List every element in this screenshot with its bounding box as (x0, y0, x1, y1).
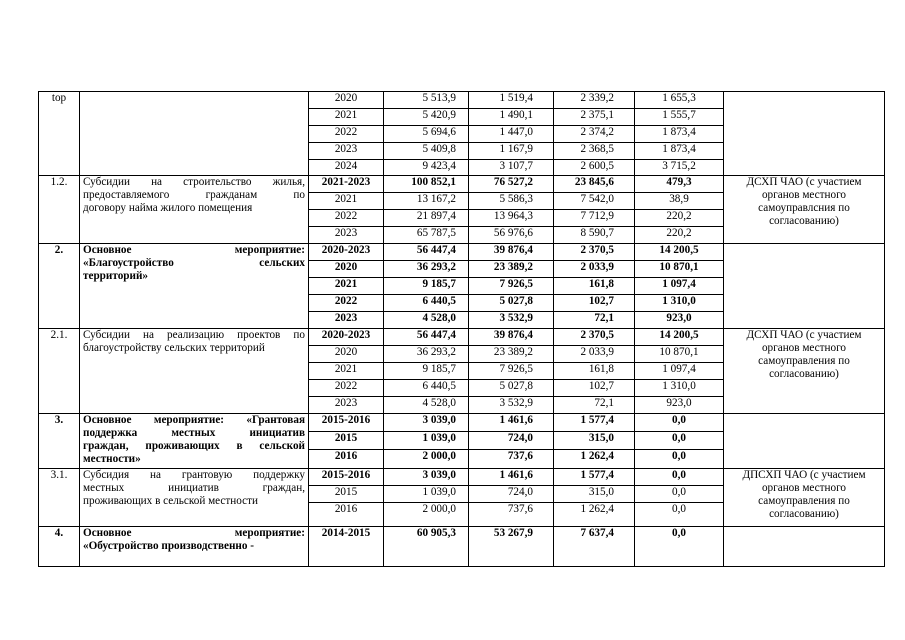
amount-cell: 39 876,4 (469, 244, 554, 261)
amount-cell: 3 039,0 (384, 469, 469, 486)
amount-cell: 7 926,5 (469, 278, 554, 295)
executor-cell (724, 469, 885, 527)
amount-cell: 2 370,5 (554, 244, 635, 261)
amount-cell: 0,0 (635, 469, 724, 486)
amount-cell: 1 167,9 (469, 143, 554, 160)
amount-cell: 737,6 (469, 503, 554, 527)
activity-title-line: договору найма жилого помещения (83, 202, 253, 214)
amount-cell: 0,0 (635, 503, 724, 527)
amount-cell: 1 262,4 (554, 503, 635, 527)
amount-cell: 1 519,4 (469, 92, 554, 109)
amount-cell: 8 590,7 (554, 227, 635, 244)
amount-cell: 72,1 (554, 397, 635, 414)
activity-title-line: Основное мероприятие: (83, 244, 305, 256)
amount-cell: 13 167,2 (384, 193, 469, 210)
amount-cell: 0,0 (635, 414, 724, 432)
activity-title-line: Субсидии на строительство жилья, (83, 176, 305, 188)
amount-cell: 5 694,6 (384, 126, 469, 143)
period-cell: 2022 (309, 210, 384, 227)
period-cell: 2022 (309, 126, 384, 143)
executor-line: согласованию) (769, 508, 839, 520)
amount-cell: 3 532,9 (469, 312, 554, 329)
amount-cell: 2 375,1 (554, 109, 635, 126)
row-number: 3. (39, 414, 80, 469)
amount-cell: 2 000,0 (384, 503, 469, 527)
activity-title (80, 176, 309, 244)
period-cell: 2015-2016 (309, 469, 384, 486)
amount-cell: 36 293,2 (384, 261, 469, 278)
amount-cell: 161,8 (554, 278, 635, 295)
amount-cell: 1 490,1 (469, 109, 554, 126)
amount-cell: 161,8 (554, 363, 635, 380)
activity-title-line: Субсидии на реализацию проектов по (83, 329, 305, 341)
activity-title (80, 414, 309, 469)
period-cell: 2020 (309, 261, 384, 278)
amount-cell: 9 185,7 (384, 278, 469, 295)
activity-title-line: Основное мероприятие: «Грантовая (83, 414, 305, 426)
amount-cell: 10 870,1 (635, 261, 724, 278)
table-row (39, 92, 885, 109)
amount-cell: 14 200,5 (635, 329, 724, 346)
period-cell: 2016 (309, 503, 384, 527)
budget-table (38, 91, 885, 567)
amount-cell: 0,0 (635, 486, 724, 503)
activity-title-line: предоставляемого гражданам по (83, 189, 305, 201)
executor-cell (724, 414, 885, 469)
row-number: top (39, 92, 80, 176)
amount-cell: 220,2 (635, 210, 724, 227)
amount-cell: 1 310,0 (635, 380, 724, 397)
amount-cell: 1 873,4 (635, 126, 724, 143)
activity-title-line: проживающих в сельской местности (83, 495, 258, 507)
amount-cell: 9 185,7 (384, 363, 469, 380)
amount-cell: 923,0 (635, 397, 724, 414)
activity-title (80, 329, 309, 414)
period-cell: 2021 (309, 109, 384, 126)
amount-cell: 13 964,3 (469, 210, 554, 227)
amount-cell: 2 370,5 (554, 329, 635, 346)
period-cell: 2023 (309, 143, 384, 160)
period-cell: 2021 (309, 193, 384, 210)
amount-cell: 2 374,2 (554, 126, 635, 143)
amount-cell: 21 897,4 (384, 210, 469, 227)
amount-cell: 5 027,8 (469, 295, 554, 312)
row-number: 1.2. (39, 176, 80, 244)
amount-cell: 1 447,0 (469, 126, 554, 143)
table-row (39, 469, 885, 486)
period-cell: 2022 (309, 295, 384, 312)
activity-title-line: «Благоустройство сельских (83, 257, 305, 269)
amount-cell: 0,0 (635, 432, 724, 450)
executor-line: самоуправления по (758, 355, 850, 367)
executor-cell (724, 176, 885, 244)
period-cell: 2022 (309, 380, 384, 397)
activity-title (80, 527, 309, 567)
amount-cell: 724,0 (469, 486, 554, 503)
row-number: 2. (39, 244, 80, 329)
amount-cell: 60 905,3 (384, 527, 469, 567)
amount-cell: 923,0 (635, 312, 724, 329)
amount-cell: 7 926,5 (469, 363, 554, 380)
amount-cell: 53 267,9 (469, 527, 554, 567)
period-cell: 2023 (309, 227, 384, 244)
amount-cell: 9 423,4 (384, 160, 469, 176)
amount-cell: 36 293,2 (384, 346, 469, 363)
activity-title (80, 92, 309, 176)
amount-cell: 5 027,8 (469, 380, 554, 397)
activity-title-line: территорий» (83, 270, 148, 282)
amount-cell: 4 528,0 (384, 312, 469, 329)
amount-cell: 7 712,9 (554, 210, 635, 227)
executor-cell (724, 527, 885, 567)
activity-title-line: местности» (83, 453, 141, 465)
amount-cell: 39 876,4 (469, 329, 554, 346)
period-cell: 2021 (309, 363, 384, 380)
amount-cell: 56 976,6 (469, 227, 554, 244)
activity-title-line: благоустройству сельских территорий (83, 342, 265, 354)
activity-title-line: местных инициатив граждан, (83, 482, 305, 494)
table-row (39, 176, 885, 193)
period-cell: 2015 (309, 486, 384, 503)
amount-cell: 1 310,0 (635, 295, 724, 312)
amount-cell: 23 389,2 (469, 346, 554, 363)
amount-cell: 6 440,5 (384, 295, 469, 312)
amount-cell: 1 655,3 (635, 92, 724, 109)
period-cell: 2014-2015 (309, 527, 384, 567)
amount-cell: 5 420,9 (384, 109, 469, 126)
amount-cell: 3 532,9 (469, 397, 554, 414)
activity-title (80, 244, 309, 329)
period-cell: 2020-2023 (309, 329, 384, 346)
period-cell: 2021 (309, 278, 384, 295)
amount-cell: 2 000,0 (384, 450, 469, 469)
period-cell: 2023 (309, 312, 384, 329)
period-cell: 2020 (309, 92, 384, 109)
amount-cell: 3 107,7 (469, 160, 554, 176)
activity-title-line: Основное мероприятие: (83, 527, 305, 539)
activity-title (80, 469, 309, 527)
amount-cell: 38,9 (635, 193, 724, 210)
amount-cell: 2 368,5 (554, 143, 635, 160)
period-cell: 2020-2023 (309, 244, 384, 261)
amount-cell: 1 262,4 (554, 450, 635, 469)
amount-cell: 1 461,6 (469, 414, 554, 432)
executor-cell (724, 92, 885, 176)
amount-cell: 7 637,4 (554, 527, 635, 567)
period-cell: 2020 (309, 346, 384, 363)
executor-line: самоуправлсния по (758, 202, 850, 214)
period-cell: 2024 (309, 160, 384, 176)
amount-cell: 23 845,6 (554, 176, 635, 193)
amount-cell: 3 715,2 (635, 160, 724, 176)
table-body (39, 92, 885, 567)
row-number: 4. (39, 527, 80, 567)
executor-cell (724, 329, 885, 414)
amount-cell: 1 097,4 (635, 363, 724, 380)
amount-cell: 7 542,0 (554, 193, 635, 210)
amount-cell: 315,0 (554, 432, 635, 450)
table-row (39, 244, 885, 261)
amount-cell: 0,0 (635, 450, 724, 469)
amount-cell: 14 200,5 (635, 244, 724, 261)
executor-line: самоуправления по (758, 495, 850, 507)
amount-cell: 1 461,6 (469, 469, 554, 486)
amount-cell: 1 577,4 (554, 469, 635, 486)
amount-cell: 102,7 (554, 380, 635, 397)
amount-cell: 1 577,4 (554, 414, 635, 432)
activity-title-line: «Обустройство производственно - (83, 540, 254, 552)
amount-cell: 76 527,2 (469, 176, 554, 193)
amount-cell: 2 339,2 (554, 92, 635, 109)
amount-cell: 65 787,5 (384, 227, 469, 244)
activity-title-line: граждан, проживающих в сельской (83, 440, 305, 452)
row-number: 3.1. (39, 469, 80, 527)
amount-cell: 220,2 (635, 227, 724, 244)
period-cell: 2023 (309, 397, 384, 414)
amount-cell: 5 586,3 (469, 193, 554, 210)
amount-cell: 737,6 (469, 450, 554, 469)
amount-cell: 1 555,7 (635, 109, 724, 126)
amount-cell: 479,3 (635, 176, 724, 193)
amount-cell: 2 033,9 (554, 261, 635, 278)
executor-line: органов местного (761, 482, 847, 494)
amount-cell: 1 873,4 (635, 143, 724, 160)
executor-line: органов местного (761, 189, 847, 201)
executor-line: согласованию) (769, 368, 839, 380)
table-row (39, 527, 885, 567)
amount-cell: 1 039,0 (384, 486, 469, 503)
period-cell: 2015-2016 (309, 414, 384, 432)
executor-line: органов местного (761, 342, 847, 354)
amount-cell: 72,1 (554, 312, 635, 329)
period-cell: 2021-2023 (309, 176, 384, 193)
amount-cell: 1 097,4 (635, 278, 724, 295)
activity-title-line: Субсидия на грантовую поддержку (83, 469, 305, 481)
amount-cell: 23 389,2 (469, 261, 554, 278)
executor-line: ДПСХП ЧАО (с участием (742, 469, 866, 481)
executor-cell (724, 244, 885, 329)
executor-line: согласованию) (769, 215, 839, 227)
amount-cell: 10 870,1 (635, 346, 724, 363)
amount-cell: 56 447,4 (384, 244, 469, 261)
amount-cell: 2 600,5 (554, 160, 635, 176)
table-row (39, 329, 885, 346)
amount-cell: 724,0 (469, 432, 554, 450)
table-row (39, 414, 885, 432)
amount-cell: 5 513,9 (384, 92, 469, 109)
amount-cell: 0,0 (635, 527, 724, 567)
period-cell: 2015 (309, 432, 384, 450)
activity-title-line: поддержка местных инициатив (83, 427, 305, 439)
amount-cell: 102,7 (554, 295, 635, 312)
amount-cell: 3 039,0 (384, 414, 469, 432)
executor-line: ДСХП ЧАО (с участием (746, 176, 862, 188)
period-cell: 2016 (309, 450, 384, 469)
amount-cell: 6 440,5 (384, 380, 469, 397)
amount-cell: 56 447,4 (384, 329, 469, 346)
amount-cell: 100 852,1 (384, 176, 469, 193)
amount-cell: 4 528,0 (384, 397, 469, 414)
amount-cell: 1 039,0 (384, 432, 469, 450)
row-number: 2.1. (39, 329, 80, 414)
amount-cell: 2 033,9 (554, 346, 635, 363)
amount-cell: 5 409,8 (384, 143, 469, 160)
amount-cell: 315,0 (554, 486, 635, 503)
executor-line: ДСХП ЧАО (с участием (746, 329, 862, 341)
